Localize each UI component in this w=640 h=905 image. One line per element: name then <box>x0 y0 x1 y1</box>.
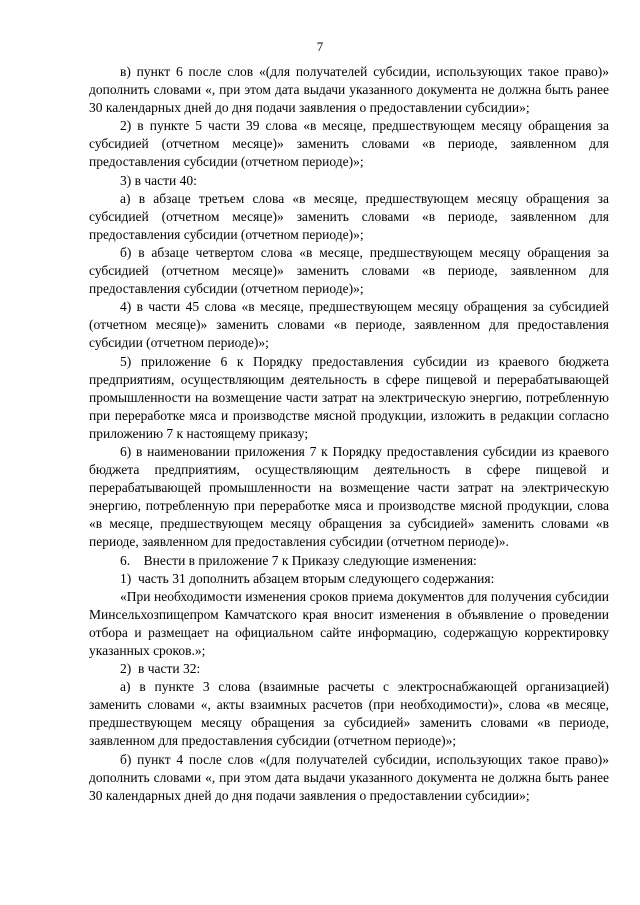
paragraph-section-6-item-2: 2) в части 32: <box>120 661 201 677</box>
paragraph-item-3a: а) в абзаце третьем слова «в месяце, предшествующем месяцу обращения за субсидией (отчетном месяце)» заменить словами «в периоде, заявленном для предоставления субсидии (отчетном периоде)»; <box>89 190 609 242</box>
paragraph-section-6-item-2a: а) в пункте 3 слова (взаимные расчеты с электроснабжающей организацией) заменить словами «, акты взаимных расчетов (при необходимости)», слова «в месяце, предшествующем месяцу обращения за субсидией» заменить словами «в периоде, заявленном для предоставления субсидии (отчетном периоде)»; <box>89 679 609 749</box>
paragraph-item-3b: б) в абзаце четвертом слова «в месяце, предшествующем месяцу обращения за субсидией (отчетном месяце)» заменить словами «в периоде, заявленном для предоставления субсидии (отчетном периоде)»; <box>89 244 609 297</box>
paragraph-item-5: 5) приложение 6 к Порядку предоставления субсидии из краевого бюджета предприятиям, осуществляющим деятельность в сфере пищевой и перерабатывающей промышленности на возмещение части затрат на электрическую энергию, потребленную при переработке мяса и производстве мясной продукции, изложить в редакции согласно приложению 7 к настоящему приказу; <box>89 353 609 441</box>
paragraph-section-6: 6. Внести в приложение 7 к Приказу следующие изменения: <box>120 552 477 568</box>
paragraph-item-2: 2) в пункте 5 части 39 слова «в месяце, предшествующем месяцу обращения за субсидией (отчетном месяце)» заменить словами «в периоде, заявленном для предоставления субсидии (отчетном периоде)»; <box>89 118 609 170</box>
paragraph-quoted-text: «При необходимости изменения сроков приема документов для получения субсидии Минсельхозпищепром Камчатского края вносит изменения в объявление о проведении отбора и размещает на официальном сайте информацию, содержащую корректировку указанных сроков.»; <box>89 588 609 658</box>
paragraph-3v-point-6: в) пункт 6 после слов «(для получателей субсидии, использующих такое право)» дополнить словами «, при этом дата выдачи указанного документа не должна быть ранее 30 календарных дней до дня подачи заявления о предоставлении субсидии»; <box>89 64 609 116</box>
paragraph-item-3: 3) в части 40: <box>120 172 197 188</box>
paragraph-section-6-item-2b: б) пункт 4 после слов «(для получателей субсидии, использующих такое право)» дополнить словами «, при этом дата выдачи указанного документа не должна быть ранее 30 календарных дней до дня подачи заявления о предоставлении субсидии»; <box>89 751 609 803</box>
page-number: 7 <box>316 39 324 54</box>
paragraph-item-4: 4) в части 45 слова «в месяце, предшествующем месяцу обращения за субсидией (отчетном месяце)» заменить словами «в периоде, заявленном для предоставления субсидии (отчетном периоде)»; <box>89 299 609 351</box>
paragraph-item-6: 6) в наименовании приложения 7 к Порядку предоставления субсидии из краевого бюджета предприятиям, осуществляющим деятельность в сфере пищевой и перерабатывающей промышленности на возмещение части затрат на электрическую энергию, потребленную при переработке мяса и производстве мясной продукции, слова «в месяце, предшествующем месяцу обращения за субсидией» заменить словами «в периоде, заявленном для предоставления субсидии (отчетном периоде)». <box>89 443 609 550</box>
paragraph-section-6-item-1: 1) часть 31 дополнить абзацем вторым следующего содержания: <box>120 570 495 586</box>
document-body <box>89 63 609 805</box>
